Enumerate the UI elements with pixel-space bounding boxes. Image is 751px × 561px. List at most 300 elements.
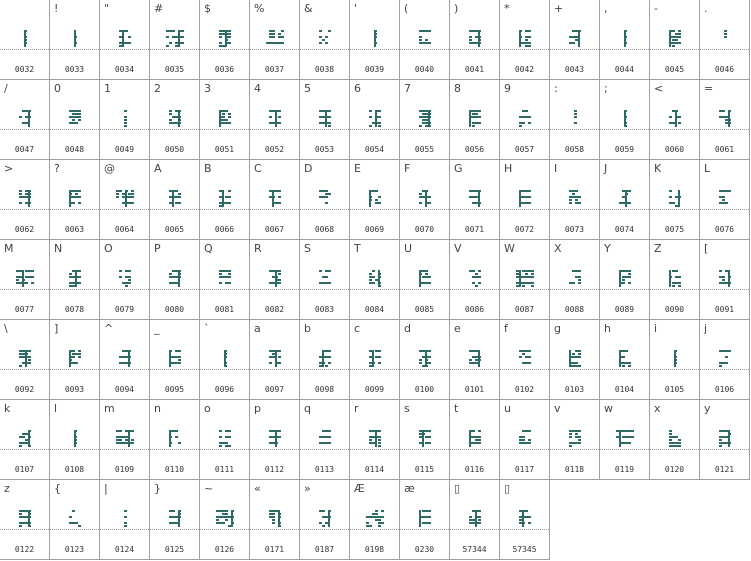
baseline-divider <box>0 49 49 50</box>
glyph-stroke <box>669 436 672 438</box>
glyph-cell[interactable] <box>100 0 150 80</box>
glyph-cell[interactable] <box>650 160 700 240</box>
glyph-cell[interactable] <box>300 320 350 400</box>
glyph-cell[interactable] <box>400 160 450 240</box>
glyph-preview <box>200 108 250 130</box>
code-point-label: 0035 <box>164 65 185 74</box>
glyph-cell[interactable] <box>600 160 650 240</box>
glyph-stroke <box>619 430 621 447</box>
glyph-stroke <box>319 442 322 444</box>
glyph-stroke <box>175 190 178 192</box>
glyph-cell[interactable] <box>150 400 200 480</box>
glyph-stroke <box>575 270 578 272</box>
glyph-cell[interactable] <box>150 240 200 320</box>
glyph-stroke <box>472 436 475 438</box>
glyph-cell[interactable] <box>600 0 650 80</box>
glyph-cell[interactable] <box>550 320 600 400</box>
glyph-stroke <box>475 359 478 361</box>
code-point-label: 0120 <box>664 465 685 474</box>
glyph-cell[interactable] <box>350 400 400 480</box>
glyph-cell[interactable] <box>50 80 100 160</box>
glyph-cell[interactable] <box>500 480 550 560</box>
glyph-stroke <box>72 285 75 287</box>
glyph-stroke <box>422 190 425 192</box>
glyph-stroke <box>719 116 722 118</box>
glyph-stroke <box>469 516 472 518</box>
glyph-cell[interactable] <box>450 0 500 80</box>
glyph-stroke <box>369 516 372 518</box>
glyph-preview <box>500 348 550 370</box>
glyph-cell[interactable] <box>200 160 250 240</box>
glyph-cell[interactable] <box>400 80 450 160</box>
glyph-preview <box>550 188 600 210</box>
glyph-cell[interactable] <box>50 400 100 480</box>
glyph-cell[interactable] <box>500 320 550 400</box>
glyph-stroke <box>428 516 431 518</box>
code-point-label: 0092 <box>14 385 35 394</box>
glyph-cell[interactable] <box>550 0 600 80</box>
glyph-stroke <box>128 193 131 195</box>
glyph-stroke <box>178 350 181 352</box>
glyph-stroke <box>572 353 575 355</box>
character-label: 3 <box>204 82 211 95</box>
glyph-cell[interactable] <box>400 480 450 560</box>
baseline-divider <box>400 49 449 50</box>
glyph-stroke <box>278 190 281 192</box>
glyph-cell[interactable] <box>600 240 650 320</box>
glyph-stroke <box>422 113 425 115</box>
character-label: a <box>254 322 261 335</box>
glyph-stroke <box>375 356 378 358</box>
glyph-stroke <box>175 362 178 364</box>
baseline-divider <box>600 129 649 130</box>
glyph-stroke <box>372 190 375 192</box>
glyph-stroke <box>369 116 372 118</box>
glyph-stroke <box>369 110 372 112</box>
character-label: h <box>604 322 611 335</box>
glyph-cell[interactable] <box>200 480 250 560</box>
glyph-cell[interactable] <box>100 240 150 320</box>
glyph-stroke <box>16 270 19 272</box>
glyph-stroke <box>75 193 78 195</box>
glyph-cell[interactable] <box>0 240 50 320</box>
glyph-cell[interactable] <box>650 80 700 160</box>
glyph-cell[interactable] <box>50 160 100 240</box>
glyph-cell[interactable] <box>500 240 550 320</box>
glyph-cell[interactable] <box>0 80 50 160</box>
glyph-stroke <box>372 350 374 367</box>
glyph-preview <box>650 268 700 290</box>
glyph-cell[interactable] <box>350 0 400 80</box>
glyph-stroke <box>372 442 375 444</box>
glyph-stroke <box>169 273 172 275</box>
glyph-stroke <box>428 362 431 364</box>
glyph-stroke <box>75 196 78 198</box>
glyph-cell[interactable] <box>450 160 500 240</box>
glyph-stroke <box>422 196 425 198</box>
glyph-stroke <box>19 365 22 367</box>
glyph-stroke <box>178 196 181 198</box>
glyph-stroke <box>72 510 75 512</box>
glyph-cell[interactable] <box>500 0 550 80</box>
glyph-stroke <box>575 350 578 352</box>
glyph-cell[interactable] <box>600 80 650 160</box>
glyph-preview <box>400 268 450 290</box>
glyph-stroke <box>225 519 228 521</box>
glyph-cell[interactable] <box>350 240 400 320</box>
character-label: j <box>704 322 708 335</box>
glyph-stroke <box>169 350 171 367</box>
glyph-stroke <box>19 513 22 515</box>
glyph-cell[interactable] <box>300 0 350 80</box>
glyph-cell[interactable] <box>350 320 400 400</box>
glyph-cell[interactable] <box>200 80 250 160</box>
glyph-stroke <box>622 196 625 198</box>
glyph-stroke <box>269 430 272 432</box>
baseline-divider <box>200 449 249 450</box>
glyph-preview <box>550 348 600 370</box>
glyph-stroke <box>219 270 222 272</box>
glyph-stroke <box>175 522 178 524</box>
glyph-stroke <box>525 42 528 44</box>
character-label: D <box>304 162 313 175</box>
glyph-stroke <box>269 436 272 438</box>
glyph-cell[interactable] <box>450 480 500 560</box>
glyph-cell[interactable] <box>450 80 500 160</box>
glyph-cell[interactable] <box>550 400 600 480</box>
glyph-stroke <box>28 430 30 447</box>
glyph-stroke <box>675 282 678 284</box>
glyph-cell[interactable] <box>0 400 50 480</box>
glyph-stroke <box>569 430 572 432</box>
glyph-stroke <box>319 522 322 524</box>
glyph-stroke <box>528 516 531 518</box>
code-point-label: 0078 <box>64 305 85 314</box>
glyph-cell[interactable] <box>500 400 550 480</box>
glyph-stroke <box>219 276 222 278</box>
baseline-divider <box>400 529 449 530</box>
glyph-cell[interactable] <box>650 400 700 480</box>
glyph-cell[interactable] <box>100 320 150 400</box>
glyph-stroke <box>672 39 675 41</box>
glyph-preview <box>100 108 150 130</box>
glyph-stroke <box>678 276 681 278</box>
glyph-stroke <box>272 42 275 44</box>
glyph-cell[interactable] <box>300 400 350 480</box>
glyph-stroke <box>319 270 322 272</box>
glyph-stroke <box>425 442 428 444</box>
glyph-cell[interactable] <box>0 0 50 80</box>
glyph-cell[interactable] <box>700 240 750 320</box>
character-label: < <box>654 82 664 95</box>
glyph-stroke <box>328 430 331 432</box>
glyph-stroke <box>25 190 28 192</box>
glyph-cell[interactable] <box>700 80 750 160</box>
glyph-cell[interactable] <box>100 80 150 160</box>
baseline-divider <box>150 529 199 530</box>
glyph-stroke <box>622 202 625 204</box>
glyph-preview <box>100 428 150 450</box>
baseline-divider <box>0 289 49 290</box>
baseline-divider <box>250 129 299 130</box>
glyph-stroke <box>25 522 28 524</box>
glyph-stroke <box>269 42 272 44</box>
code-point-label: 0124 <box>114 545 135 554</box>
glyph-preview <box>600 268 650 290</box>
glyph-stroke <box>675 205 678 207</box>
glyph-stroke <box>272 436 275 438</box>
glyph-cell[interactable] <box>150 80 200 160</box>
glyph-stroke <box>116 442 119 444</box>
glyph-cell[interactable] <box>150 320 200 400</box>
glyph-stroke <box>19 116 22 118</box>
glyph-stroke <box>269 516 272 518</box>
glyph-stroke <box>528 202 531 204</box>
glyph-stroke <box>322 525 325 527</box>
baseline-divider <box>50 49 99 50</box>
baseline-divider <box>550 209 599 210</box>
baseline-divider <box>500 449 549 450</box>
glyph-stroke <box>69 522 72 524</box>
glyph-stroke <box>725 116 728 118</box>
glyph-stroke <box>124 510 127 512</box>
glyph-cell[interactable] <box>100 160 150 240</box>
glyph-stroke <box>124 125 127 127</box>
baseline-divider <box>350 529 399 530</box>
glyph-stroke <box>172 282 175 284</box>
glyph-stroke <box>528 116 531 118</box>
glyph-preview <box>250 508 300 530</box>
glyph-cell[interactable] <box>550 240 600 320</box>
glyph-cell[interactable] <box>250 0 300 80</box>
glyph-preview <box>0 188 50 210</box>
glyph-cell[interactable] <box>700 0 750 80</box>
glyph-stroke <box>175 356 178 358</box>
glyph-stroke <box>219 282 222 284</box>
baseline-divider <box>100 449 149 450</box>
glyph-cell[interactable] <box>200 240 250 320</box>
glyph-stroke <box>419 436 422 438</box>
code-point-label: 0065 <box>164 225 185 234</box>
glyph-cell[interactable] <box>0 480 50 560</box>
glyph-preview <box>400 188 450 210</box>
glyph-stroke <box>569 196 572 198</box>
baseline-divider <box>700 129 749 130</box>
character-label: $ <box>204 2 211 15</box>
glyph-stroke <box>25 202 28 204</box>
glyph-stroke <box>125 42 128 44</box>
glyph-stroke <box>369 350 372 352</box>
glyph-stroke <box>69 276 72 278</box>
glyph-stroke <box>425 42 428 44</box>
glyph-stroke <box>719 442 722 444</box>
character-label: S <box>304 242 311 255</box>
glyph-stroke <box>228 202 231 204</box>
code-point-label: 57345 <box>512 545 537 554</box>
glyph-stroke <box>22 356 25 358</box>
glyph-stroke <box>272 513 275 515</box>
glyph-stroke <box>472 42 475 44</box>
glyph-stroke <box>425 516 428 518</box>
glyph-cell[interactable] <box>50 0 100 80</box>
glyph-cell[interactable] <box>250 320 300 400</box>
glyph-cell[interactable] <box>300 160 350 240</box>
glyph-stroke <box>278 510 280 527</box>
glyph-cell[interactable] <box>300 480 350 560</box>
glyph-cell[interactable] <box>150 0 200 80</box>
glyph-cell[interactable] <box>600 400 650 480</box>
glyph-stroke <box>25 439 28 441</box>
glyph-cell[interactable] <box>400 400 450 480</box>
glyph-stroke <box>222 510 225 512</box>
glyph-stroke <box>328 270 331 272</box>
glyph-stroke <box>269 190 272 192</box>
character-label: ▯ <box>454 482 461 495</box>
glyph-stroke <box>725 436 728 438</box>
glyph-stroke <box>428 196 431 198</box>
glyph-stroke <box>319 122 322 124</box>
glyph-stroke <box>25 196 28 198</box>
glyph-stroke <box>378 436 381 438</box>
glyph-cell[interactable] <box>100 480 150 560</box>
glyph-cell[interactable] <box>350 80 400 160</box>
glyph-stroke <box>228 270 231 272</box>
baseline-divider <box>450 49 499 50</box>
glyph-cell[interactable] <box>300 240 350 320</box>
glyph-stroke <box>525 362 528 364</box>
glyph-cell[interactable] <box>250 480 300 560</box>
character-label: : <box>554 82 558 95</box>
glyph-cell[interactable] <box>650 0 700 80</box>
glyph-stroke <box>625 270 628 272</box>
glyph-stroke <box>578 365 581 367</box>
glyph-cell[interactable] <box>450 240 500 320</box>
glyph-stroke <box>269 442 272 444</box>
glyph-stroke <box>369 356 372 358</box>
glyph-cell[interactable] <box>450 320 500 400</box>
glyph-stroke <box>131 190 134 192</box>
glyph-cell[interactable] <box>700 160 750 240</box>
glyph-cell[interactable] <box>200 400 250 480</box>
glyph-cell[interactable] <box>350 480 400 560</box>
glyph-cell[interactable] <box>250 400 300 480</box>
glyph-cell[interactable] <box>50 240 100 320</box>
glyph-preview <box>250 28 300 50</box>
code-point-label: 0187 <box>314 545 335 554</box>
glyph-stroke <box>719 436 722 438</box>
character-label: J <box>604 162 608 175</box>
glyph-cell[interactable] <box>150 480 200 560</box>
glyph-cell[interactable] <box>200 0 250 80</box>
glyph-stroke <box>372 516 375 518</box>
glyph-cell[interactable] <box>400 240 450 320</box>
glyph-stroke <box>119 436 122 438</box>
glyph-cell[interactable] <box>500 160 550 240</box>
glyph-stroke <box>16 279 19 281</box>
glyph-preview <box>200 28 250 50</box>
glyph-cell[interactable] <box>300 80 350 160</box>
glyph-cell[interactable] <box>550 80 600 160</box>
glyph-cell[interactable] <box>500 80 550 160</box>
code-point-label: 0100 <box>414 385 435 394</box>
glyph-stroke <box>328 356 331 358</box>
glyph-stroke <box>516 270 519 272</box>
baseline-divider <box>50 449 99 450</box>
glyph-cell[interactable] <box>200 320 250 400</box>
glyph-stroke <box>522 436 525 438</box>
baseline-divider <box>500 289 549 290</box>
glyph-stroke <box>528 196 531 198</box>
glyph-stroke <box>728 110 730 127</box>
glyph-cell[interactable] <box>450 400 500 480</box>
glyph-cell[interactable] <box>250 160 300 240</box>
glyph-cell[interactable] <box>550 160 600 240</box>
glyph-stroke <box>275 430 277 447</box>
glyph-cell[interactable] <box>150 160 200 240</box>
glyph-stroke <box>325 196 328 198</box>
glyph-cell[interactable] <box>600 320 650 400</box>
glyph-stroke <box>272 516 275 518</box>
glyph-cell[interactable] <box>0 320 50 400</box>
glyph-cell[interactable] <box>250 80 300 160</box>
glyph-stroke <box>569 36 572 38</box>
glyph-cell[interactable] <box>650 240 700 320</box>
code-point-label: 0093 <box>64 385 85 394</box>
glyph-stroke <box>516 282 519 284</box>
glyph-stroke <box>278 33 281 35</box>
glyph-cell[interactable] <box>700 400 750 480</box>
glyph-cell[interactable] <box>700 320 750 400</box>
glyph-stroke <box>369 365 372 367</box>
code-point-label: 0054 <box>364 145 385 154</box>
glyph-cell[interactable] <box>400 320 450 400</box>
glyph-cell[interactable] <box>250 240 300 320</box>
glyph-stroke <box>522 350 525 352</box>
glyph-stroke <box>369 276 372 278</box>
glyph-cell[interactable] <box>100 400 150 480</box>
glyph-stroke <box>172 270 175 272</box>
glyph-stroke <box>278 202 281 204</box>
glyph-stroke <box>78 113 81 115</box>
glyph-stroke <box>619 270 621 287</box>
glyph-cell[interactable] <box>350 160 400 240</box>
glyph-stroke <box>228 30 231 32</box>
glyph-preview <box>300 508 350 530</box>
glyph-stroke <box>472 196 475 198</box>
code-point-label: 0082 <box>264 305 285 314</box>
glyph-preview <box>700 268 750 290</box>
glyph-cell[interactable] <box>50 320 100 400</box>
glyph-cell[interactable] <box>50 480 100 560</box>
glyph-stroke <box>325 522 328 524</box>
glyph-stroke <box>175 436 178 438</box>
glyph-stroke <box>69 282 72 284</box>
glyph-stroke <box>169 30 172 32</box>
glyph-stroke <box>278 270 281 272</box>
glyph-cell[interactable] <box>400 0 450 80</box>
glyph-stroke <box>472 350 475 352</box>
glyph-stroke <box>574 122 577 124</box>
glyph-cell[interactable] <box>0 160 50 240</box>
glyph-cell[interactable] <box>650 320 700 400</box>
glyph-stroke <box>519 510 522 512</box>
glyph-stroke <box>322 350 324 367</box>
glyph-stroke <box>516 285 519 287</box>
baseline-divider <box>100 49 149 50</box>
glyph-stroke <box>78 110 81 112</box>
glyph-stroke <box>278 122 281 124</box>
glyph-stroke <box>575 356 578 358</box>
